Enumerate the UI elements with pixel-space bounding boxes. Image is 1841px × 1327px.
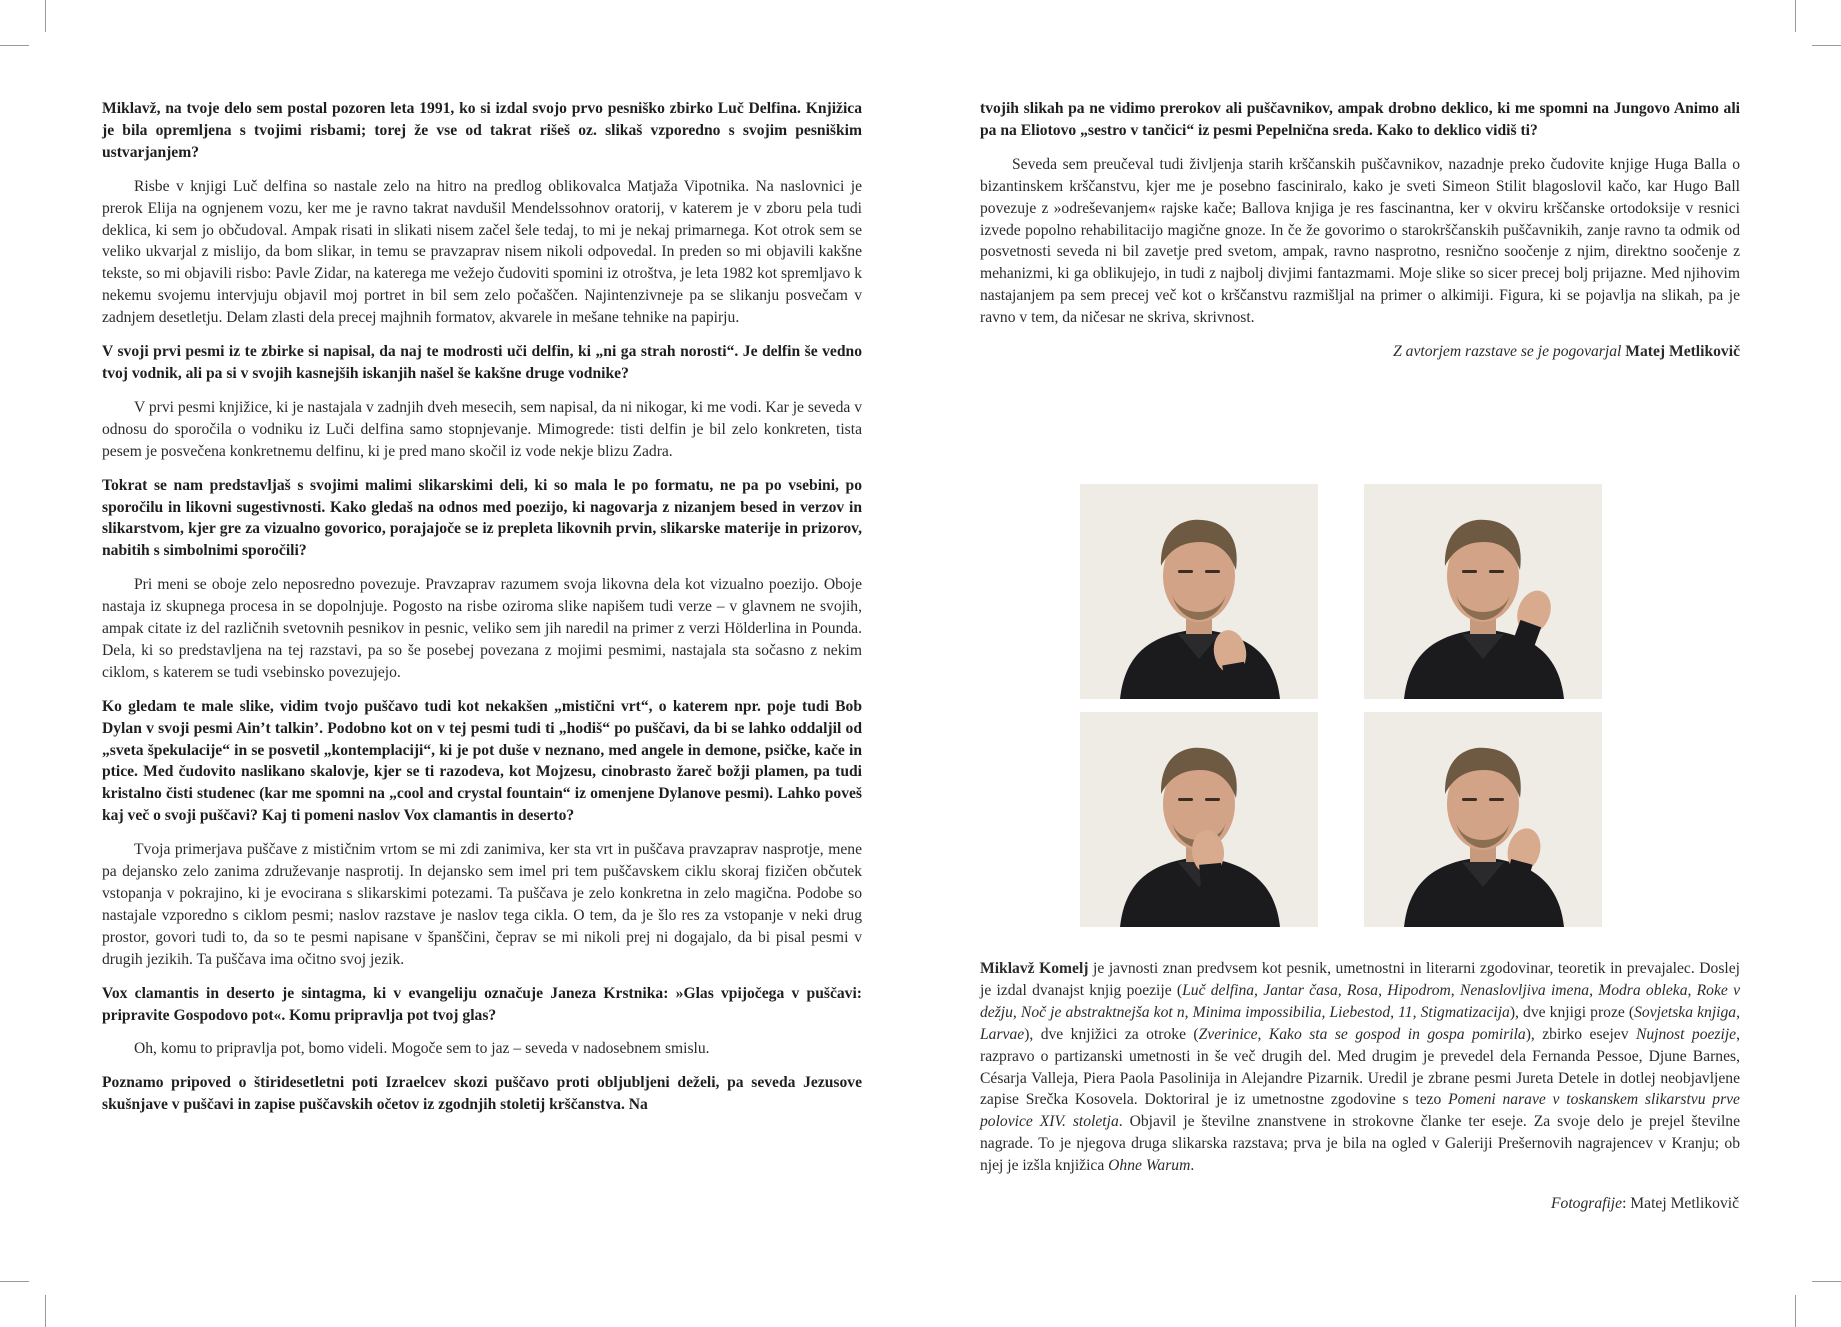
portrait-photo-2 — [1364, 484, 1602, 699]
crop-mark — [1795, 1295, 1796, 1327]
interview-question: Vox clamantis in deserto je sintagma, ki v evangeliju označuje Janeza Krstnika: »Glas vpijočega v puščavi: pripravite Gospodovo pot«. Komu pripravlja pot tvoj glas? — [102, 984, 862, 1024]
portrait-photo-1 — [1080, 484, 1318, 699]
crop-mark — [0, 1281, 29, 1282]
portrait-photo-4 — [1364, 712, 1602, 927]
crop-mark — [45, 0, 46, 32]
interview-question: Poznamo pripoved o štiridesetletni poti Izraelcev skozi puščavo proti obljubljeni deželi, pa seveda Jezusove skušnjave v puščavi in zapise puščavskih očetov iz zgodnjih stoletij krščanstva. Na — [102, 1074, 862, 1114]
interview-answer: Risbe v knjigi Luč delfina so nastale zelo na hitro na predlog oblikovalca Matjaža Vipotnika. Na naslovnici je prerok Elija na ognjenem vozu, ker me je ravno takrat navdušil Mendelssohnov oratorij, v katerem je v zboru pela tudi deklica, ki sem jo občudoval. Ampak risati in slikati nisem začel šele tedaj, to mi je nekaj primarnega. Kot otrok sem se veliko ukvarjal z mislijo, da bom slikar, in temu se pravzaprav nisem nikoli odpovedal. In preden so mi objavili kakšne tekste, so mi objavili risbo: Pavle Zidar, na katerega me vežejo čudoviti spomini iz otroštva, je leta 1982 kot spremljavo k nekemu svojemu intervjuju objavil moj portret in bil sem zelo počaščen. Najintenzivneje pa se slikanju posvečam v zadnjem desetletju. Delam zlasti dela precej majhnih formatov, akvarele in mešane tehnike na papirju. — [102, 177, 862, 327]
interview-answer: Oh, komu to pripravlja pot, bomo videli. Mogoče sem to jaz – seveda v nadosebnem smislu. — [134, 1040, 710, 1058]
interview-answer: Seveda sem preučeval tudi življenja starih krščanskih puščavnikov, nazadnje preko čudovite knjige Huga Balla o bizantinskem krščanstvu, kjer me je posebno fasciniralo, kako je sveti Simeon Stilit blagoslovil kačo, kar Hugo Ball povezuje z »odreševanjem« rajske kače; Ballova knjiga je res fascinantna, ker v okviru krščanske ortodoksije v resnici izvede popolno rehabilitacijo magične gnoze. In če že govorimo o starokrščanskih puščavnikih, zanje ravno ta odmik od posvetnosti seveda ni bil zavetje pred svetom, ampak, ravno nasprotno, resnično soočenje z njim, direktno soočenje z mehanizmi, ki ga oblikujejo, in tudi z najbolj divjimi fantazmami. Moje slike so sicer precej bolj prijazne. Med njihovim nastajanjem pa sem precej več kot o krščanstvu razmišljal na primer o alkimiji. Figura, ki se pojavlja na slikah, pa je ravno v tem, da ničesar ne skriva, skrivnost. — [980, 155, 1740, 327]
interview-question: V svoji prvi pesmi iz te zbirke si napisal, da naj te modrosti uči delfin, ki „ni ga strah norosti“. Je delfin še vedno tvoj vodnik, ali pa si v svojih kasnejših iskanjih našel še kakšne druge vodnike? — [102, 343, 862, 382]
interview-answer: V prvi pesmi knjižice, ki je nastajala v zadnjih dveh mesecih, sem napisal, da ni nikogar, ki me vodi. Kar je seveda v odnosu do sporočila o vodniku iz Luči delfina samo stopnjevanje. Mimogrede: tisti delfin je bil zelo konkreten, tista pesem je posvečena konkretnemu delfinu, ki je pred mano skočil iz vode nekje blizu Zadra. — [102, 398, 862, 460]
crop-mark — [1812, 1281, 1841, 1282]
left-page-column — [102, 98, 862, 1128]
interview-question: Ko gledam te male slike, vidim tvojo puščavo tudi kot nekakšen „mistični vrt“, o katerem npr. poje tudi Bob Dylan v svoji pesmi Ain’t talkin’. Podobno kot on v tej pesmi tudi ti „hodiš“ po puščavi, da bi se lahko oddaljil od „sveta špekulacije“ in se posvetil „kontemplaciji“, ki je pot duše v neznano, med angele in demone, psičke, kače in ptice. Med čudovito naslikano skalovje, kjer se ti razodeva, kot Mojzesu, cinobrasto žareč božji plamen, pa tudi kristalno čisti studenec (kar me spomni na „cool and crystal fountain“ iz omenjene Dylanove pesmi). Lahko poveš kaj več o svoji puščavi? Kaj ti pomeni naslov Vox clamantis in deserto? — [102, 697, 862, 825]
crop-mark — [1795, 0, 1796, 32]
interview-question: tvojih slikah pa ne vidimo prerokov ali puščavnikov, ampak drobno deklico, ki me spomni na Jungovo Animo ali pa na Eliotovo „sestro v tančici“ iz pesmi Pepelnična sreda. Kako to deklico vidiš ti? — [980, 100, 1740, 139]
crop-mark — [0, 45, 29, 46]
crop-mark — [45, 1295, 46, 1327]
bio-name: Miklavž Komelj — [980, 960, 1089, 977]
crop-mark — [1812, 45, 1841, 46]
interview-answer: Pri meni se oboje zelo neposredno povezuje. Pravzaprav razumem svoja likovna dela kot vizualno poezijo. Oboje nastaja iz skupnega procesa in se dopolnjuje. Pogosto na risbe oziroma slike napišem tudi verze – v glavnem ne svojih, ampak citate iz del različnih svetovnih pesnikov in pesnic, veliko sem jih naredil na primer z verzi Hölderlina in Pounda. Dela, ki so predstavljena na tej razstavi, pa so še posebej povezana z mojimi pesmimi, nastajala sta sočasno z nekim ciklom, s katerem se tudi vsebinsko povezujejo. — [102, 576, 862, 681]
author-bio: Miklavž Komelj je javnosti znan predvsem kot pesnik, umetnostni in literarni zgodovinar, teoretik in prevajalec. Doslej je izdal dvanajst knjig poezije (Luč delfina, Jantar časa, Rosa, Hipodrom, Nenaslovljiva imena, Modra obleka, Roke v dežju, Noč je abstraktnejša kot n, Minima impossibilia, Liebestod, 11, Stigmatizacija), dve knjigi proze (Sovjetska knjiga, Larvae), dve knjižici za otroke (Zverinice, Kako sta se gospod in gospa pomirila), zbirko esejev Nujnost poezije, razpravo o partizanski umetnosti in še več drugih del. Med drugim je prevedel dela Fernanda Pessoe, Djune Barnes, Césarja Valleja, Piera Paola Pasolinija in Alejandre Pizarnik. Uredil je zbrane pesmi Jureta Detele in dotlej neobjavljene zapise Srečka Kosovela. Doktoriral je iz umetnostne zgodovine s tezo Pomeni narave v toskanskem slikarstvu prve polovice XIV. stoletja. Objavil je številne znanstvene in strokovne članke ter eseje. Za svoje delo je prejel številne nagrade. To je njegova druga slikarska razstava; prva je bila na ogled v Galeriji Prešernovih nagrajencev v Kranju; ob njej je izšla knjižica Ohne Warum. — [980, 960, 1740, 1175]
interview-answer: Tvoja primerjava puščave z mističnim vrtom se mi zdi zanimiva, ker sta vrt in puščava pravzaprav nasprotje, mene pa dejansko zelo zanima združevanje nasprotij. In dejansko sem imel pri tem puščavskem ciklu skoraj fizičen občutek vstopanja v pokrajino, ki je evocirana s slikarskimi potezami. Ta puščava je zelo konkretna in zelo magična. Podobe so nastajale vzporedno s ciklom pesmi; naslov razstave je naslov tega cikla. O tem, da je šlo res za vstopanje v neki drug prostor, govori tudi to, da so te pesmi napisane v španščini, čeprav se mi nikoli prej ni dogajalo, da bi pisal pesmi v drugih jezikih. Ta puščava ima očitno svoj jezik. — [102, 841, 862, 968]
interview-question: Miklavž, na tvoje delo sem postal pozoren leta 1991, ko si izdal svojo prvo pesniško zbirko Luč Delfina. Knjižica je bila opremljena s tvojimi risbami; torej že vse od takrat rišeš oz. slikaš vzporedno s svojim pesniškim ustvarjanjem? — [102, 100, 862, 161]
interview-question: Tokrat se nam predstavljaš s svojimi malimi slikarskimi deli, ki so mala le po formatu, ne pa po vsebini, po sporočilu in likovni sugestivnosti. Kako gledaš na odnos med poezijo, ki nagovarja z nizanjem besed in verzov in slikarstvom, kjer gre za vizualno govorico, porajajoče se iz prepleta likovnih prvin, slikarske materije in prizorov, nabitih s simbolnimi sporočili? — [102, 476, 862, 560]
photo-credit: Fotografije: Matej Metlikovič — [1551, 1195, 1739, 1212]
portrait-photo-3 — [1080, 712, 1318, 927]
portrait-photo-grid — [1080, 484, 1640, 926]
interview-credit: Z avtorjem razstave se je pogovarjal Matej Metlikovič — [1393, 343, 1740, 361]
right-page-column — [980, 98, 1740, 375]
